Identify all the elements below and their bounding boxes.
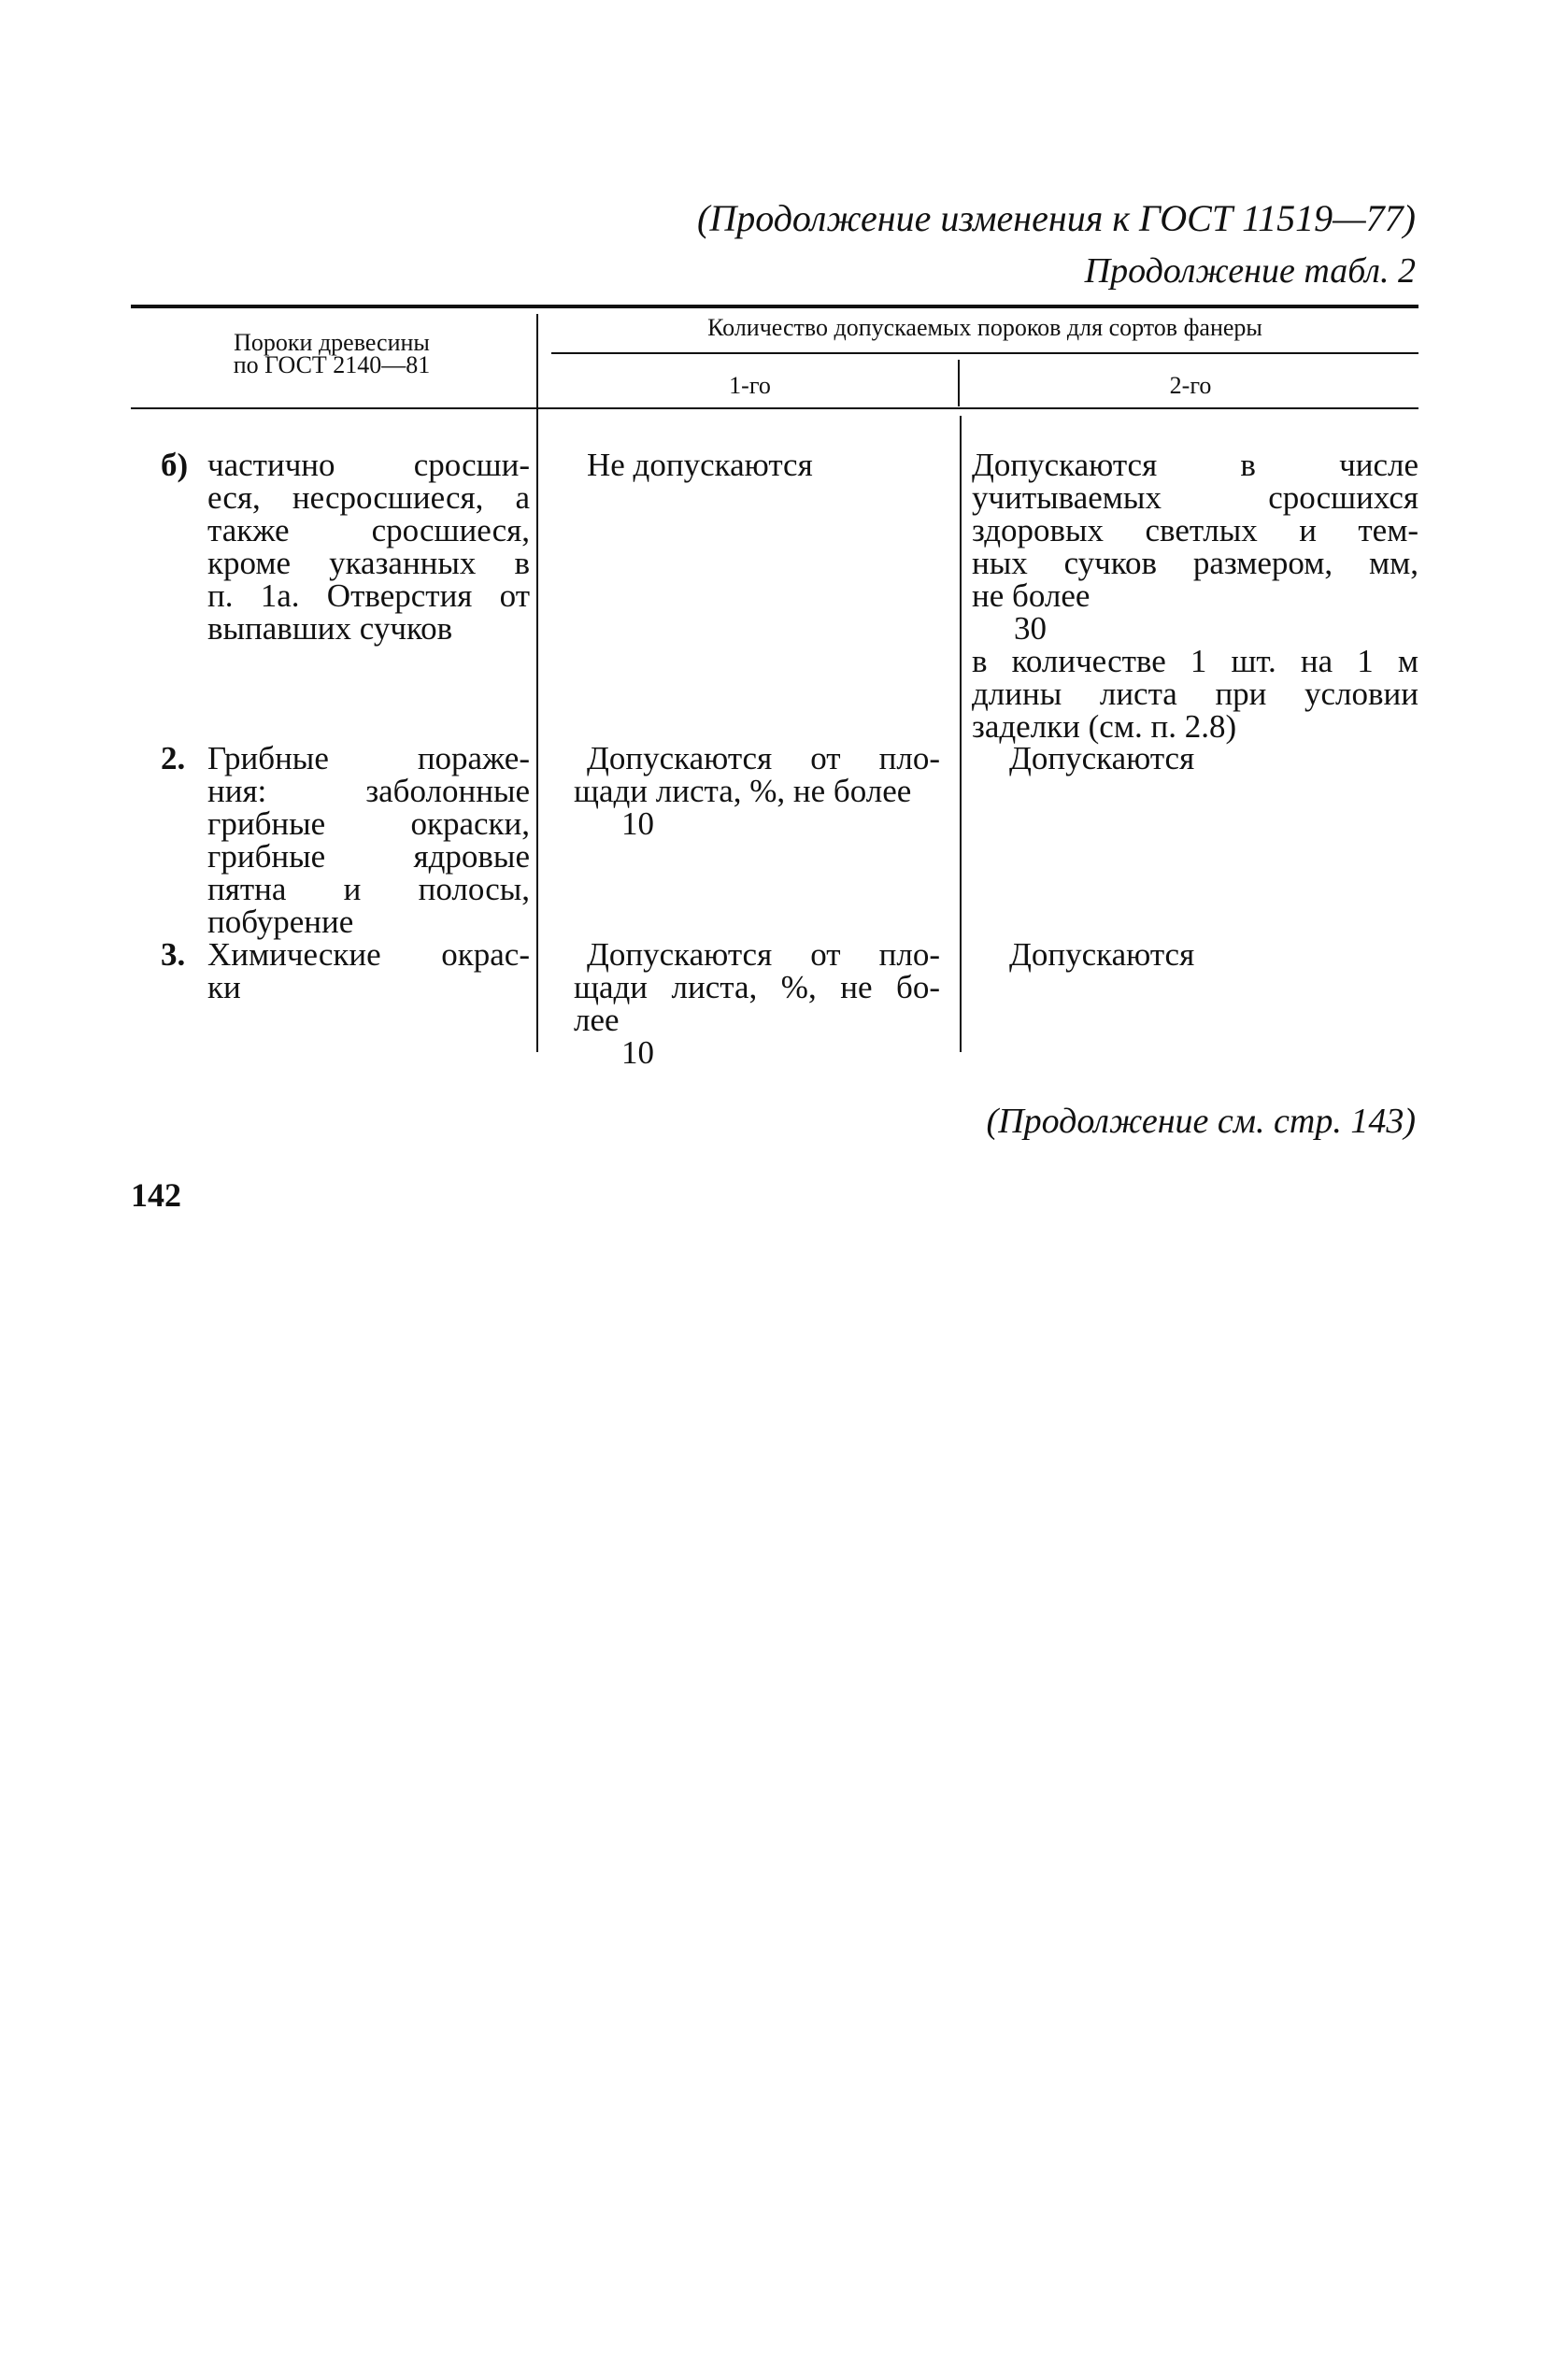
- grade1-text-line: щади листа, %, не более: [574, 773, 912, 809]
- grade1-text-line: Допускаются от пло-: [587, 740, 940, 776]
- defect-text-line: выпавших сучков: [207, 610, 453, 647]
- col1-header: [131, 329, 533, 378]
- col1-header-line1: Пороки древесины: [234, 329, 430, 356]
- grade1-value: 10: [621, 805, 654, 842]
- defect-text-line: ки: [207, 969, 241, 1005]
- column-divider-2: [958, 360, 960, 406]
- row-number: 2.: [161, 740, 186, 776]
- column-divider-2-body: [960, 416, 962, 1052]
- row-number: б): [161, 447, 189, 483]
- defect-text-line: Грибные пораже-: [207, 740, 530, 776]
- grade1-value: 10: [621, 1034, 654, 1071]
- grade1-text-line: щади листа, %, не бо-: [574, 969, 940, 1005]
- defect-text-line: п. 1а. Отверстия от: [207, 577, 530, 614]
- grade2-text-line: в количестве 1 шт. на 1 м: [972, 643, 1418, 679]
- page-number: 142: [131, 1176, 181, 1214]
- grade1-text-line: Не допускаются: [587, 447, 813, 483]
- grade2-text-line: не более: [972, 577, 1090, 614]
- table-caption: Продолжение табл. 2: [1084, 251, 1416, 291]
- continuation-footer: (Продолжение см. стр. 143): [986, 1102, 1416, 1141]
- grade2-text-line: Допускаются: [1009, 936, 1195, 973]
- grade2-text-line: ных сучков размером, мм,: [972, 545, 1418, 581]
- table-top-rule: [131, 305, 1418, 308]
- grade2-value: 30: [1014, 610, 1047, 647]
- grade2-text-line: учитываемых сросшихся: [972, 479, 1418, 516]
- continuation-header: (Продолжение изменения к ГОСТ 11519—77): [697, 197, 1416, 239]
- grade2-text-line: здоровых светлых и тем-: [972, 512, 1418, 548]
- col2-header: 1-го: [729, 372, 771, 399]
- header-bottom-rule: [131, 407, 1418, 409]
- column-divider-1: [536, 314, 538, 1052]
- defect-text-line: грибные ядровые: [207, 838, 530, 875]
- defect-text-line: частично сросши-: [207, 447, 530, 483]
- defect-text-line: побурение: [207, 904, 354, 940]
- row-number: 3.: [161, 936, 186, 973]
- grade2-text-line: Допускаются: [1009, 740, 1195, 776]
- group-header-rule: [551, 352, 1418, 354]
- group-header: Количество допускаемых пороков для сортов фанеры: [707, 314, 1262, 341]
- defect-text-line: грибные окраски,: [207, 805, 530, 842]
- grade2-text-line: Допускаются в числе: [972, 447, 1418, 483]
- defect-text-line: кроме указанных в: [207, 545, 530, 581]
- col3-header: 2-го: [1169, 372, 1212, 399]
- col1-header-line2: по ГОСТ 2140—81: [233, 351, 431, 378]
- grade1-text-line: Допускаются от пло-: [587, 936, 940, 973]
- grade2-text-line: заделки (см. п. 2.8): [972, 708, 1237, 745]
- grade2-text-line: длины листа при условии: [972, 676, 1418, 712]
- defect-text-line: также сросшиеся,: [207, 512, 530, 548]
- defect-text-line: пятна и полосы,: [207, 871, 530, 907]
- defect-text-line: еся, несросшиеся, а: [207, 479, 530, 516]
- grade1-text-line: лее: [574, 1002, 620, 1038]
- defect-text-line: ния: заболонные: [207, 773, 530, 809]
- defect-text-line: Химические окрас-: [207, 936, 530, 973]
